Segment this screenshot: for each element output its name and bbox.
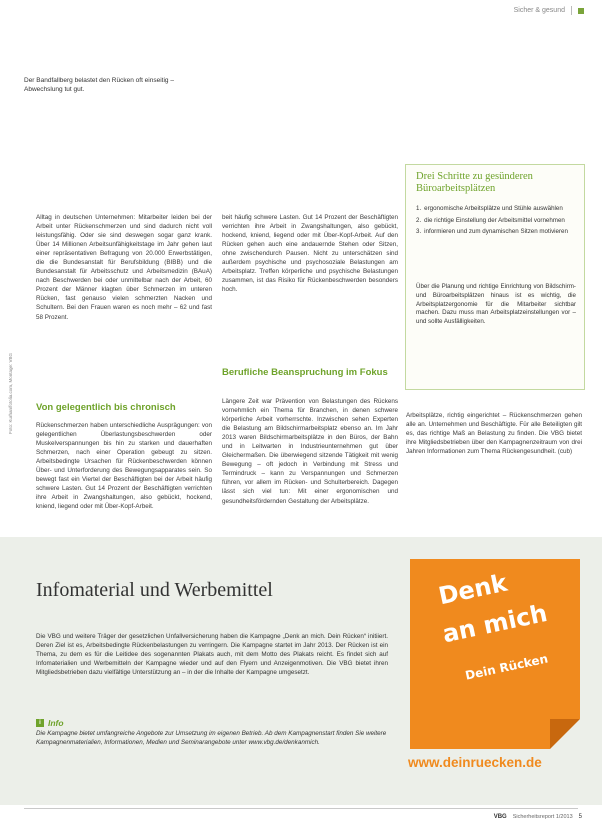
article-col2-intro [222, 213, 398, 294]
promo-title: Infomaterial und Werbemittel [36, 579, 273, 601]
steps-box-title: Drei Schritte zu gesünderen Büroarbeitsplätzen [416, 171, 533, 194]
article-paragraph: Längere Zeit war Prävention von Belastungen des Rückens vornehmlich ein Thema für Branchen, in denen schwere körperliche Arbeit vorherrschte. Inzwischen sehen Experten die Belastung am Bildschirmarbeitsplatz ebenso an. Im Jahr 2013 waren Bildschirmarbeitsplätze in den Büros, der Bahn und in Leitwarten in Industrieunternehmen gut über Gleichermaßen. Die überwiegend sitzende Tätigkeit mit wenig Bewegung – oft jedoch in Verbindung mit Stress und Termindruck – kann zu Verspannungen und Schmerzen führen, vor allem im Rücken- und Schulterbereich. Dagegen lässt sich viel tun: Mit einer ergonomischen und gesundheitsfördernden Gestaltung der Arbeitsplätze. [222, 398, 398, 505]
info-text: Die Kampagne bietet umfangreiche Angebote zur Umsetzung im eigenen Betrieb. Ab dem Kampagnenstart finden Sie weitere Kampagnenmaterialien, Informationen, Medien und Seminarangebote unter www.vbg.de/denkanmich. [36, 730, 387, 746]
subheading-focus: Berufliche Beanspruchung im Fokus [222, 367, 388, 378]
photo-caption: Der Bandfallberg belastet den Rücken oft einseitig – Abwechslung tut gut. [24, 77, 174, 93]
page-footer [0, 808, 602, 828]
campaign-slogan-line2: an mich [440, 598, 550, 649]
promo-text: Die VBG und weitere Träger der gesetzlichen Unfallversicherung haben die Kampagne „Denk an mich. Dein Rücken“ initiiert. Deren Ziel ist es, Arbeitsbedingte Rückenbelastungen zu verringern. Die Kampagne startet im Jahr 2013. Der Rücken ist ein Thema, zu dem es für die Leitidee des sogenannten Plakats auch, mit dem Motto des Plakats reicht. Es findet sich auf Infomaterialien und Werbemitteln der Kampagne wieder und auf den Flyern und Anzeigenmotiven. Die VBG bietet ihren Mitgliedsbetrieben dazu vielfältige Unterstützung an – in der die Inhalte der Kampagne umgesetzt. [36, 633, 388, 676]
footer-divider [24, 808, 578, 809]
list-item: 2. die richtige Einstellung der Arbeitsmittel vornehmen [416, 216, 565, 224]
publication-name: Sicherheitsreport 1/2013 [512, 814, 573, 820]
article-col1-body [36, 421, 212, 511]
list-item: 1. ergonomische Arbeitsplätze und Stühle auswählen [416, 205, 563, 212]
info-heading: i Info [36, 718, 64, 728]
subheading-chronic: Von gelegentlich bis chronisch [36, 402, 176, 413]
header-divider [571, 6, 572, 15]
article-paragraph: Alltag in deutschen Unternehmen: Mitarbeiter leiden bei der Arbeit unter Rückenschmerzen und sind dadurch nicht voll leistungsfähig. Oder sie sind deswegen sogar ganz krank. Über 14 Millionen Arbeitsunfähigkeitstage im Jahr gehen laut einer repräsentativen Befragung von 20.000 Erwerbstätigen, die die Bundesanstalt für Berufsbildung (BIBB) und die Bundesanstalt für Arbeitsschutz und Arbeitsmedizin (BAuA) nach Beschwerden bei oder unmittelbar nach der Arbeit, 60 Prozent der Männer klagten über Schmerzen im unteren Rücken, fast genauso vielen schmerzten Nacken und Schultern. Bei den Frauen waren es noch mehr – 62 und fast 58 Prozent. [36, 214, 212, 321]
vbg-logo: VBG [493, 814, 507, 820]
article-paragraph: beit häufig schwere Lasten. Gut 14 Prozent der Beschäftigten verrichten ihre Arbeit in Zwangshaltungen, also gebückt, hockend, kniend, liegend oder mit Über-Kopf-Arbeit. Auf den Rücken gehen auch eine andauernde Stehen oder Sitzen, ohne zwischendurch Pausen. Nicht zu unterschätzen sind außerdem psychische und psychosoziale Belastungen am Arbeitsplatz. Treffen körperliche und psychische Belastungen zusammen, ist das Risiko für Rückenbeschwerden besonders hoch. [222, 214, 398, 294]
article-paragraph: Rückenschmerzen haben unterschiedliche Ausprägungen: von gelegentlichen Überlastungsbeschwerden oder Muskelverspannungen bis hin zu starken und dauerhaften Schmerzen, nach einer Operation gebeugt zu sitzen. Arbeitsbedingte Ursachen für Rückenbeschwerden können Über- und Unterforderung des Bewegungsapparates sein. So bewegt fast ein Viertel der Beschäftigten bei der Arbeit häufig schwere Lasten. Gut 14 Prozent der Beschäftigten verrichten ihre Arbeit in Zwangshaltungen, also gebückt, hockend, kniend, liegend oder mit Über-Kopf-Arbeit. [36, 422, 212, 511]
campaign-sticky-note [410, 559, 580, 749]
article-col1-intro [36, 213, 212, 322]
campaign-slogan-line3: Dein Rücken [464, 651, 550, 683]
promo-section [0, 537, 602, 805]
section-label: Sicher & gesund [513, 7, 565, 14]
sticky-note-curl [550, 719, 580, 749]
page-number: 5 [578, 814, 582, 820]
info-icon: i [36, 719, 44, 727]
footer-content [494, 814, 582, 820]
article-col3-body [406, 411, 582, 456]
steps-box [405, 164, 585, 390]
steps-box-text: Über die Planung und richtige Einrichtung von Bildschirm- und Büroarbeitsplätzen hinaus ist es wichtig, die Arbeitsplatzergonomie für die Mitarbeiter sichtbar machen. Dazu muss man Arbeitsplatzeinstellungen vor – und sollte Ausfälligkeiten. [416, 283, 576, 326]
campaign-slogan-line1: Denk [436, 568, 510, 611]
article-col2-body [222, 397, 398, 506]
page-header [514, 6, 584, 15]
article-paragraph: Arbeitsplätze, richtig eingerichtet – Rückenschmerzen gehen alle an. Unternehmen und Beschäftigte. Für alle Beteiligten gilt es, das richtige Maß an Belastung zu finden. Die VBG bietet ihre Mitgliedsbetrieben über den Kampagnenzeitraum von drei Jahren Informationen zum Thema Rückengesundheit. (cub) [406, 412, 582, 456]
steps-list [416, 205, 576, 240]
section-marker [578, 8, 584, 14]
photo-credit: Foto: Kurhan/fotolia.com, Montage: VBG [8, 352, 13, 434]
list-item: 3. informieren und zum dynamischen Sitzen motivieren [416, 228, 568, 236]
campaign-url-link[interactable]: www.deinruecken.de [408, 755, 542, 770]
